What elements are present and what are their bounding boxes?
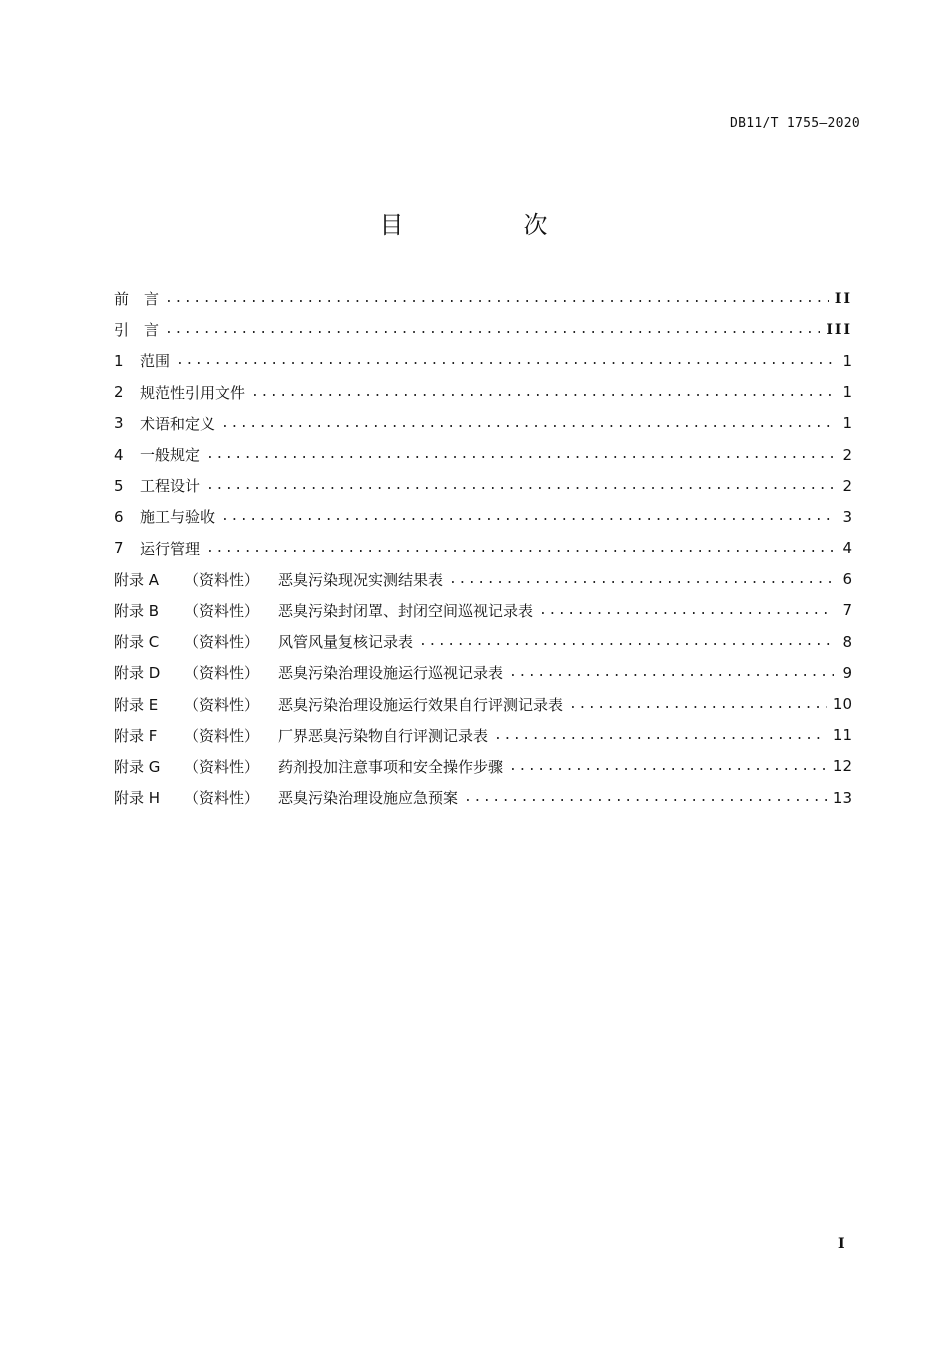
- toc-entry-page: III: [826, 321, 852, 338]
- toc-entry-appendix-a[interactable]: [114, 564, 852, 595]
- toc-entry-appendix-nature: （资料性）: [184, 601, 260, 620]
- toc-entry-section-5[interactable]: [114, 470, 852, 501]
- toc-entry-label: 药剂投加注意事项和安全操作步骤: [278, 757, 504, 776]
- toc-entry-appendix-d[interactable]: [114, 657, 852, 688]
- toc-entry-section-1[interactable]: [114, 345, 852, 376]
- toc-entry-number: 1: [114, 351, 124, 370]
- toc-entry-number: 3: [114, 414, 124, 433]
- dot-leader: [449, 572, 834, 587]
- dot-leader: [539, 603, 834, 618]
- toc-entry-page: 6: [842, 570, 852, 589]
- toc-entry-appendix-nature: （资料性）: [184, 789, 260, 808]
- toc-entry-appendix-id: 附录 B: [114, 601, 160, 620]
- toc-entry-label: 恶臭污染封闭罩、封闭空间巡视记录表: [278, 601, 534, 620]
- toc-entry-label: 施工与验收: [140, 508, 216, 527]
- toc-entry-page: 4: [842, 539, 852, 558]
- dot-leader: [206, 541, 834, 556]
- toc-entry-appendix-id: 附录 C: [114, 633, 160, 652]
- dot-leader: [165, 291, 829, 306]
- dot-leader: [494, 728, 827, 743]
- dot-leader: [251, 385, 834, 400]
- toc-entry-appendix-nature: （资料性）: [184, 695, 260, 714]
- dot-leader: [464, 790, 827, 805]
- toc-entry-label: 术语和定义: [140, 414, 216, 433]
- dot-leader: [165, 322, 820, 337]
- toc-entry-page: 9: [842, 663, 852, 682]
- toc-entry-page: 3: [842, 507, 852, 526]
- toc-entry-number: 6: [114, 507, 124, 526]
- toc-entry-label: 恶臭污染治理设施应急预案: [278, 789, 459, 808]
- toc-entry-appendix-g[interactable]: [114, 751, 852, 782]
- toc-entry-label: 工程设计: [140, 477, 201, 496]
- toc-entry-page: 12: [832, 757, 852, 776]
- toc-entry-section-4[interactable]: [114, 439, 852, 470]
- dot-leader: [509, 759, 827, 774]
- toc-entry-intro[interactable]: [114, 314, 852, 345]
- dot-leader: [221, 416, 834, 431]
- toc-entry-label: 引 言: [114, 321, 160, 340]
- toc-entry-label: 一般规定: [140, 446, 201, 465]
- toc-entry-appendix-id: 附录 D: [114, 664, 161, 683]
- toc-entry-label: 恶臭污染现况实测结果表: [278, 570, 444, 589]
- toc-entry-appendix-nature: （资料性）: [184, 633, 260, 652]
- toc-entry-appendix-id: 附录 H: [114, 789, 161, 808]
- toc-entry-section-6[interactable]: [114, 501, 852, 532]
- toc-entry-page: 8: [842, 632, 852, 651]
- toc-entry-label: 恶臭污染治理设施运行巡视记录表: [278, 664, 504, 683]
- dot-leader: [419, 634, 834, 649]
- page-number: I: [838, 1236, 845, 1252]
- toc-entry-page: 13: [832, 788, 852, 807]
- toc-entry-label: 恶臭污染治理设施运行效果自行评测记录表: [278, 695, 564, 714]
- toc-entry-appendix-c[interactable]: [114, 626, 852, 657]
- toc-entry-page: 10: [832, 695, 852, 714]
- toc-entry-label: 运行管理: [140, 539, 201, 558]
- toc-entry-section-3[interactable]: [114, 408, 852, 439]
- toc-entry-appendix-f[interactable]: [114, 720, 852, 751]
- toc-entry-page: 7: [842, 601, 852, 620]
- toc-entry-appendix-nature: （资料性）: [184, 570, 260, 589]
- toc-entry-page: 11: [832, 726, 852, 745]
- dot-leader: [221, 509, 834, 524]
- toc-entry-number: 4: [114, 445, 124, 464]
- dot-leader: [176, 353, 834, 368]
- toc-entry-appendix-nature: （资料性）: [184, 726, 260, 745]
- toc-entry-appendix-nature: （资料性）: [184, 757, 260, 776]
- toc-entry-page: 1: [842, 414, 852, 433]
- toc-entry-appendix-nature: （资料性）: [184, 664, 260, 683]
- toc-entry-page: 1: [842, 351, 852, 370]
- toc-entry-appendix-b[interactable]: [114, 595, 852, 626]
- toc-title: 目 次: [379, 211, 596, 239]
- toc-entry-page: 1: [842, 383, 852, 402]
- toc-entry-label: 风管风量复核记录表: [278, 633, 414, 652]
- toc-entry-page: 2: [842, 476, 852, 495]
- toc-entry-section-2[interactable]: [114, 377, 852, 408]
- toc-entry-label: 前 言: [114, 290, 160, 309]
- toc-entry-number: 7: [114, 539, 124, 558]
- dot-leader: [206, 447, 834, 462]
- dot-leader: [206, 478, 834, 493]
- toc-entry-section-7[interactable]: [114, 533, 852, 564]
- toc-entry-appendix-e[interactable]: [114, 688, 852, 719]
- toc-entry-label: 规范性引用文件: [140, 383, 246, 402]
- toc-entry-page: II: [834, 290, 852, 307]
- toc-entry-label: 范围: [140, 352, 171, 371]
- toc-entry-page: 2: [842, 445, 852, 464]
- toc-entry-label: 厂界恶臭污染物自行评测记录表: [278, 726, 489, 745]
- dot-leader: [569, 697, 827, 712]
- dot-leader: [509, 665, 834, 680]
- toc-entry-number: 2: [114, 383, 124, 402]
- toc-entry-preface[interactable]: [114, 283, 852, 314]
- document-code: DB11/T 1755—2020: [729, 116, 860, 131]
- table-of-contents: [114, 283, 852, 813]
- toc-entry-appendix-id: 附录 G: [114, 757, 161, 776]
- toc-entry-number: 5: [114, 476, 124, 495]
- toc-entry-appendix-h[interactable]: [114, 782, 852, 813]
- toc-entry-appendix-id: 附录 A: [114, 570, 160, 589]
- toc-entry-appendix-id: 附录 E: [114, 695, 159, 714]
- toc-entry-appendix-id: 附录 F: [114, 726, 158, 745]
